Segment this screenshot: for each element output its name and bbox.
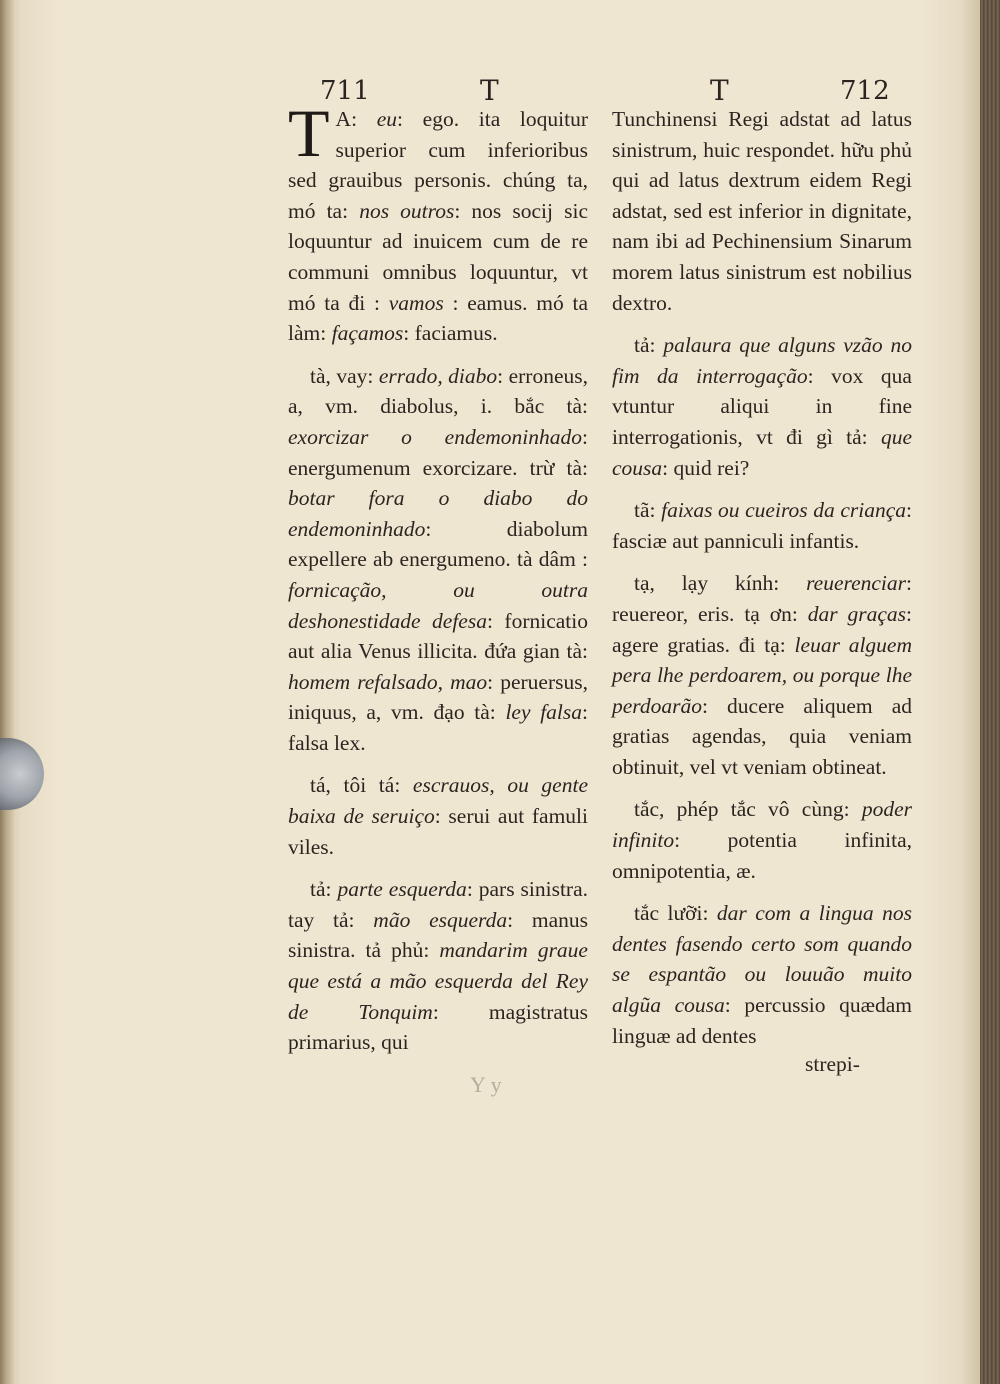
right-column: [612, 104, 912, 1063]
thumb-index-tab: [0, 738, 44, 810]
dictionary-entry: tả: palaura que alguns vzão no fim da interrogação: vox qua vtuntur aliqui in fine interrogationis, vt đi gì tả: que cousa: quid rei?: [612, 333, 912, 480]
dictionary-entry: tà, vay: errado, diabo: erroneus, a, vm. diabolus, i. bắc tà: exorcizar o endemoninhado: energumenum exorcizare. trừ tà: botar fora o diabo do endemoninhado: diabolum expellere ab energumeno. tà dâm : fornicação, ou outra deshonestidade defesa: fornicatio aut alia Venus illicita. đứa gian tà: homem refalsado, mao: peruersus, iniquus, a, vm. đạo tà: ley falsa: falsa lex.: [288, 363, 589, 755]
dictionary-entry: tắc, phép tắc vô cùng: poder infinito: potentia infinita, omnipotentia, æ.: [612, 797, 912, 883]
page-number-right: 712: [840, 76, 890, 106]
left-column: [288, 95, 589, 1070]
dictionary-entry: T A: eu: ego. ita loquitur superior cum inferioribus sed grauibus personis. chúng ta, mó ta: nos outros: nos socij sic loquuntur ad inuicem cum de re communi omnibus loquuntur, vt mó ta đi : vamos : eamus. mó ta làm: façamos: faciamus.: [288, 95, 589, 346]
dictionary-entry: Tunchinensi Regi adstat ad latus sinistrum, huic respondet. hữu phủ qui ad latus dextrum eidem Regi adstat, sed est inferior in dignitate, nam ibi ad Pechinensium Sinarum morem latus sinistrum est nobilius dextro.: [612, 107, 912, 315]
section-letter-left: T: [480, 74, 499, 107]
dictionary-entry: tả: parte esquerda: pars sinistra. tay tả: mão esquerda: manus sinistra. tả phủ: mandarim graue que está a mão esquerda del Rey de Tonquim: magistratus primarius, qui: [288, 877, 588, 1055]
page-number-left: 711: [320, 76, 370, 106]
signature-mark: Y y: [470, 1072, 502, 1097]
dictionary-entry: tá, tôi tá: escrauos, ou gente baixa de seruiço: serui aut famuli viles.: [288, 773, 588, 859]
page-fore-edge: [980, 0, 1000, 1384]
section-letter-right: T: [710, 74, 729, 107]
dictionary-entry: tã: faixas ou cueiros da criança: fasciæ aut panniculi infantis.: [612, 498, 912, 553]
page-gutter: [0, 0, 14, 1384]
dictionary-entry: tắc lưỡi: dar com a lingua nos dentes fasendo certo som quando se espantão ou louuão muito algũa cousa: percussio quædam linguæ ad dentes: [612, 901, 912, 1048]
dictionary-entry: tạ, lạy kính: reuerenciar: reuereor, eris. tạ ơn: dar graças: agere gratias. đi tạ: leuar alguem pera lhe perdoarem, ou porque lhe perdoarão: ducere aliquem ad gratias agendas, quia veniam obtinuit, vel vt veniam obtineat.: [612, 571, 912, 779]
catchword: strepi-: [805, 1052, 860, 1076]
drop-cap: T: [288, 95, 330, 171]
